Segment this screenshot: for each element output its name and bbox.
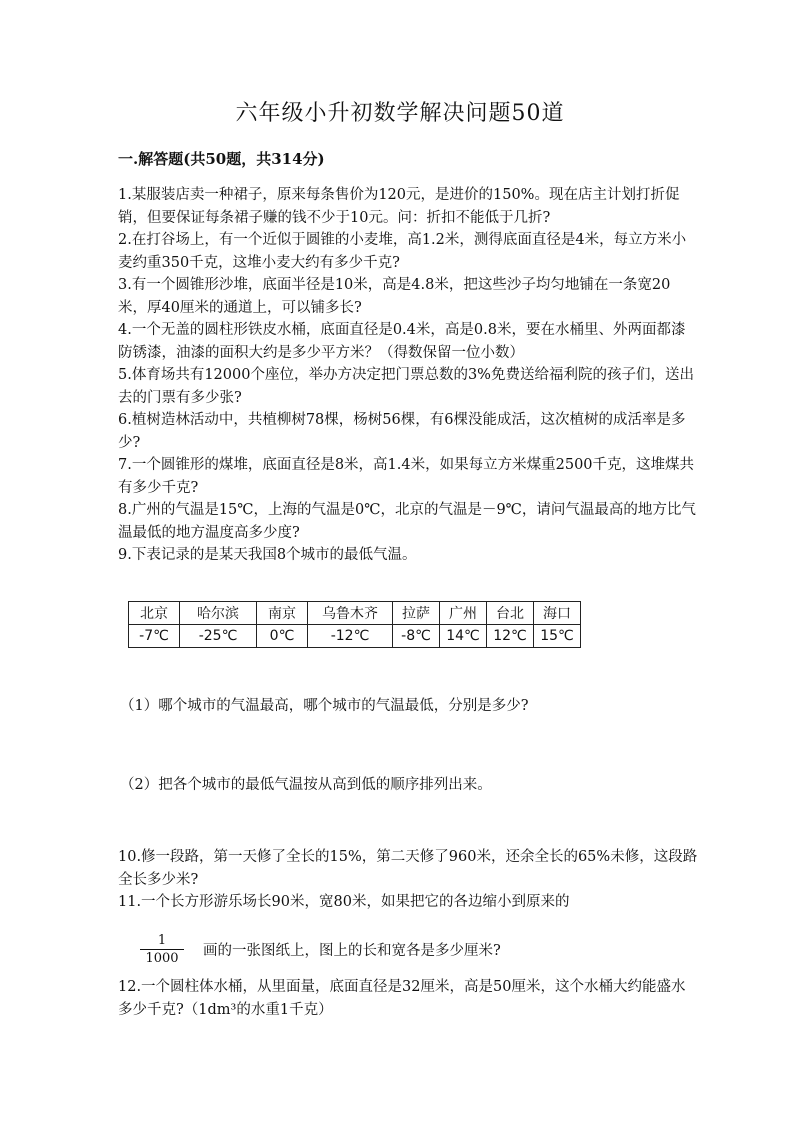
problem-5: 5.体育场共有12000个座位，举办方决定把门票总数的3%免费送给福利院的孩子们，送出去的门票有多少张? <box>118 367 694 406</box>
table-cell: 北京 <box>129 602 180 625</box>
table-cell: 哈尔滨 <box>180 602 257 625</box>
table-row-temps <box>129 625 581 648</box>
problem-6: 6.植树造林活动中，共植柳树78棵，杨树56棵，有6棵没能成活，这次植树的成活率是多少? <box>118 412 686 451</box>
table-cell: 南京 <box>257 602 308 625</box>
table-cell: -25℃ <box>180 625 257 648</box>
section-heading: 一.解答题(共50题，共314分) <box>118 150 325 168</box>
problem-12: 12.一个圆柱体水桶，从里面量，底面直径是32厘米，高是50厘米，这个水桶大约能盛水多少千克?（1dm³的水重1千克） <box>118 979 686 1018</box>
problem-3: 3.有一个圆锥形沙堆，底面半径是10米，高是4.8米，把这些沙子均匀地铺在一条宽20米，厚40厘米的通道上，可以铺多长? <box>118 277 671 316</box>
table-cell: 海口 <box>534 602 581 625</box>
problem-10: 10.修一段路，第一天修了全长的15%，第二天修了960米，还余全长的65%未修，这段路全长多少米? <box>118 849 698 888</box>
fraction-text: 画的一张图纸上，图上的长和宽各是多少厘米? <box>203 943 501 959</box>
table-cell: 15℃ <box>534 625 581 648</box>
problem-7: 7.一个圆锥形的煤堆，底面直径是8米，高1.4米，如果每立方米煤重2500千克，这堆煤共有多少千克? <box>118 457 695 496</box>
problem-list-b <box>118 846 698 914</box>
fraction <box>140 933 184 966</box>
problem-list-a <box>118 184 698 567</box>
problem-9: 9.下表记录的是某天我国8个城市的最低气温。 <box>118 547 417 563</box>
page-title: 六年级小升初数学解决问题50道 <box>235 101 565 126</box>
problem-11: 11.一个长方形游乐场长90米，宽80米，如果把它的各边缩小到原来的 <box>118 894 570 910</box>
table-cell: 广州 <box>440 602 487 625</box>
table-cell: 0℃ <box>257 625 308 648</box>
sub-question-2: （2）把各个城市的最低气温按从高到低的顺序排列出来。 <box>120 777 492 793</box>
problem-1: 1.某服装店卖一种裙子，原来每条售价为120元，是进价的150%。现在店主计划打折促销，但要保证每条裙子赚的钱不少于10元。问：折扣不能低于几折? <box>118 187 680 226</box>
sub-question-1: （1）哪个城市的气温最高，哪个城市的气温最低，分别是多少? <box>120 698 529 714</box>
table-cell: 拉萨 <box>393 602 440 625</box>
temperature-table <box>128 601 581 648</box>
table-cell: 12℃ <box>487 625 534 648</box>
problem-2: 2.在打谷场上，有一个近似于圆锥的小麦堆，高1.2米，测得底面直径是4米，每立方米小麦约重350千克，这堆小麦大约有多少千克? <box>118 232 687 271</box>
problem-4: 4.一个无盖的圆柱形铁皮水桶，底面直径是0.4米，高是0.8米，要在水桶里、外两面都漆防锈漆，油漆的面积大约是多少平方米？（得数保留一位小数） <box>118 322 686 361</box>
table-cell: 台北 <box>487 602 534 625</box>
table-row-cities <box>129 602 581 625</box>
fraction-denominator: 1000 <box>145 951 179 966</box>
fraction-numerator: 1 <box>140 933 184 950</box>
table-cell: -12℃ <box>308 625 393 648</box>
problem-8: 8.广州的气温是15℃，上海的气温是0℃，北京的气温是－9℃，请问气温最高的地方比气温最低的地方温度高多少度? <box>118 502 696 541</box>
table-cell: -8℃ <box>393 625 440 648</box>
table-cell: -7℃ <box>129 625 180 648</box>
table-cell: 乌鲁木齐 <box>308 602 393 625</box>
table-cell: 14℃ <box>440 625 487 648</box>
